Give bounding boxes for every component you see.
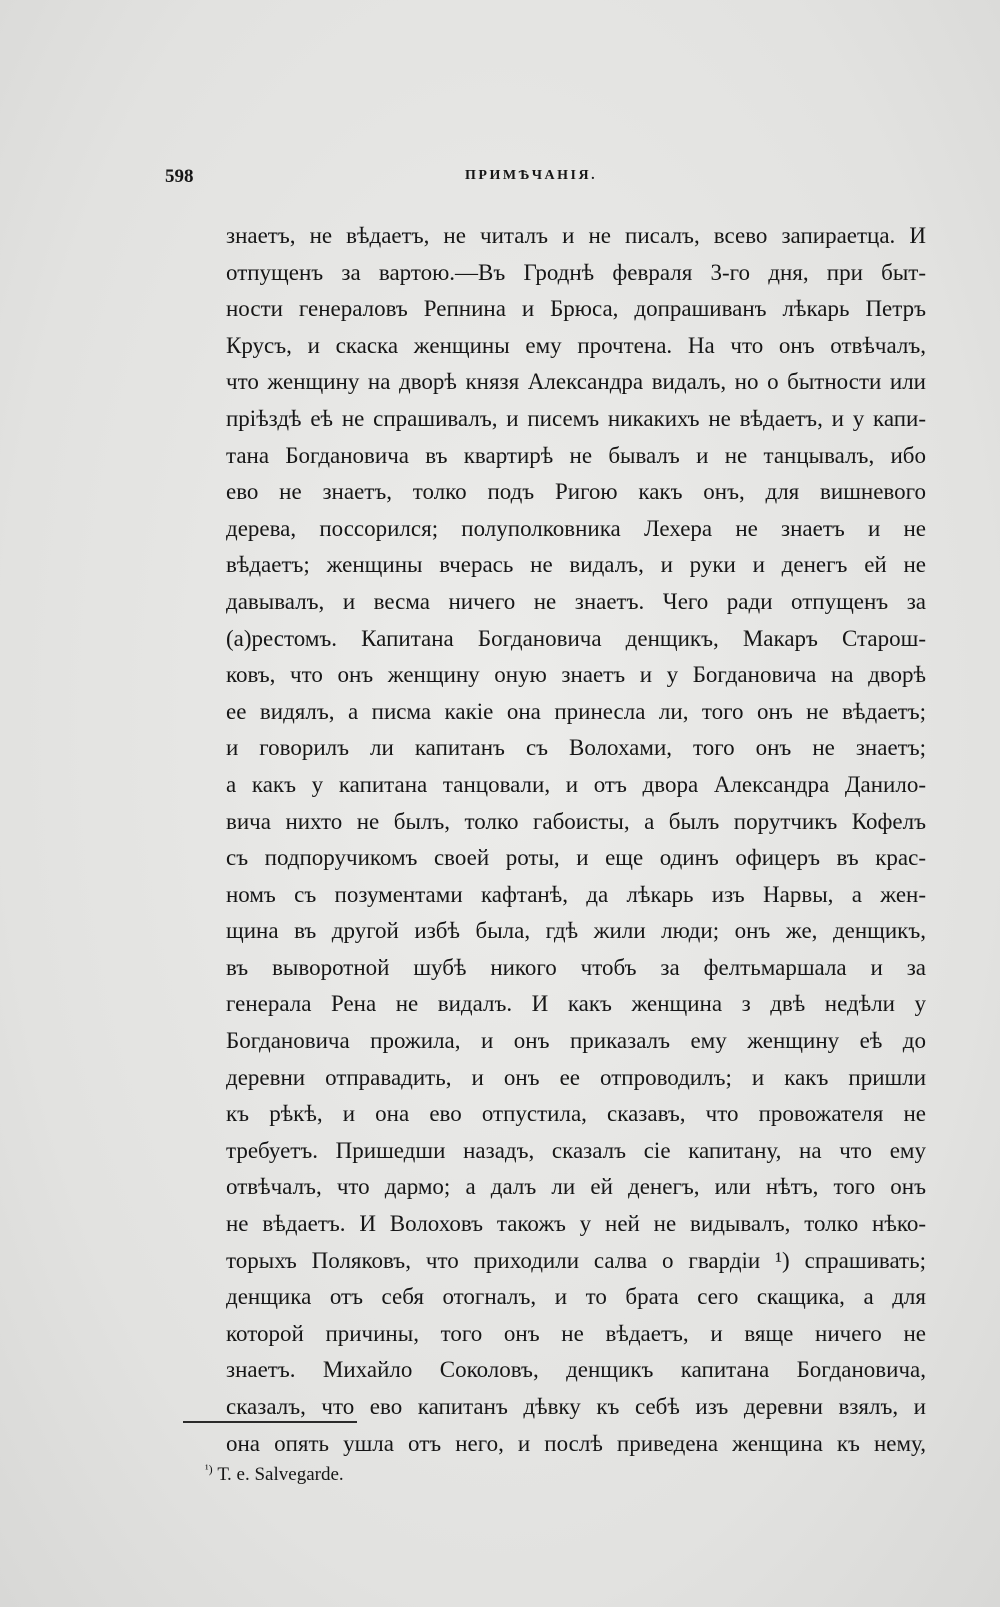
text-line: которой причины, того онъ не вѣдаетъ, и вяще ничего не <box>226 1320 926 1346</box>
text-line: что женщину на дворѣ князя Александра видалъ, но о бытности или <box>226 369 926 395</box>
text-line: знаетъ, не вѣдаетъ, не читалъ и не писалъ, всево запираетца. И <box>226 223 926 248</box>
text-line: деревни отправадить, и онъ ее отпроводилъ; и какъ пришли <box>226 1064 926 1090</box>
text-line: (а)рестомъ. Капитана Богдановича денщикъ, Макаръ Старош- <box>226 625 926 651</box>
text-line: она опять ушла отъ него, и послѣ приведена женщина къ нему, <box>226 1430 926 1456</box>
text-line: отвѣчалъ, что дармо; а далъ ли ей денегъ, или нѣтъ, того онъ <box>226 1174 926 1200</box>
page-number: 598 <box>165 166 194 187</box>
page-header <box>165 166 925 190</box>
text-line: вича нихто не былъ, толко габоисты, а былъ порутчикъ Кофелъ <box>226 808 926 834</box>
text-line: ковъ, что онъ женщину оную знаетъ и у Богдановича на дворѣ <box>226 662 926 688</box>
text-line: Богдановича прожила, и онъ приказалъ ему женщину еѣ до <box>226 1028 926 1054</box>
body-text <box>226 218 926 1462</box>
running-head: ПРИМѢЧАНІЯ. <box>465 168 598 183</box>
footnote <box>205 1462 344 1486</box>
footnote-rule <box>183 1421 357 1423</box>
text-line: требуетъ. Пришедши назадъ, сказалъ сіе капитану, на что ему <box>226 1137 926 1163</box>
text-line: денщика отъ себя отогналъ, и то брата сего скащика, а для <box>226 1284 926 1310</box>
text-line: отпущенъ за вартою.—Въ Гроднѣ февраля 3-го дня, при быт- <box>226 259 926 285</box>
text-line: и говорилъ ли капитанъ съ Волохами, того онъ не знаетъ; <box>226 735 926 761</box>
text-line: съ подпоручикомъ своей роты, и еще одинъ офицеръ въ крас- <box>226 845 926 871</box>
text-line: знаетъ. Михайло Соколовъ, денщикъ капитана Богдановича, <box>226 1357 926 1383</box>
text-line: ее видялъ, а писма какіе она принесла ли, того онъ не вѣдаетъ; <box>226 698 926 724</box>
text-line: дерева, поссорился; полуполковника Лехера не знаетъ и не <box>226 515 926 541</box>
text-line: тана Богдановича въ квартирѣ не бывалъ и не танцывалъ, ибо <box>226 442 926 468</box>
text-line: пріѣздѣ еѣ не спрашивалъ, и писемъ никакихъ не вѣдаетъ, и у капи- <box>226 405 926 431</box>
text-line: щина въ другой избѣ была, гдѣ жили люди; онъ же, денщикъ, <box>226 918 926 944</box>
text-line: Крусъ, и скаска женщины ему прочтена. На что онъ отвѣчалъ, <box>226 332 926 358</box>
text-line: ности генераловъ Репнина и Брюса, допрашиванъ лѣкарь Петръ <box>226 296 926 322</box>
text-line: а какъ у капитана танцовали, и отъ двора Александра Данило- <box>226 771 926 797</box>
text-line: торыхъ Поляковъ, что приходили салва о гвардіи ¹) спрашивать; <box>226 1247 926 1273</box>
footnote-marker: ¹) <box>205 1462 213 1476</box>
text-line: давывалъ, и весма ничего не знаетъ. Чего ради отпущенъ за <box>226 588 926 614</box>
text-line: не вѣдаетъ. И Волоховъ такожъ у ней не видывалъ, толко нѣко- <box>226 1211 926 1237</box>
text-line: ево не знаетъ, толко подъ Ригою какъ онъ, для вишневого <box>226 479 926 505</box>
text-line: генерала Рена не видалъ. И какъ женщина з двѣ недѣли у <box>226 991 926 1017</box>
text-line: къ рѣкѣ, и она ево отпустила, сказавъ, что провожателя не <box>226 1101 926 1127</box>
text-line: въ выворотной шубѣ никого чтобъ за фелтьмаршала и за <box>226 954 926 980</box>
text-line: номъ съ позументами кафтанѣ, да лѣкарь изъ Нарвы, а жен- <box>226 881 926 907</box>
text-line: вѣдаетъ; женщины вчерась не видалъ, и руки и денегъ ей не <box>226 552 926 578</box>
text-line: сказалъ, что ево капитанъ дѣвку къ себѣ изъ деревни взялъ, и <box>226 1394 926 1419</box>
footnote-text: Т. е. Salvegarde. <box>217 1464 344 1485</box>
